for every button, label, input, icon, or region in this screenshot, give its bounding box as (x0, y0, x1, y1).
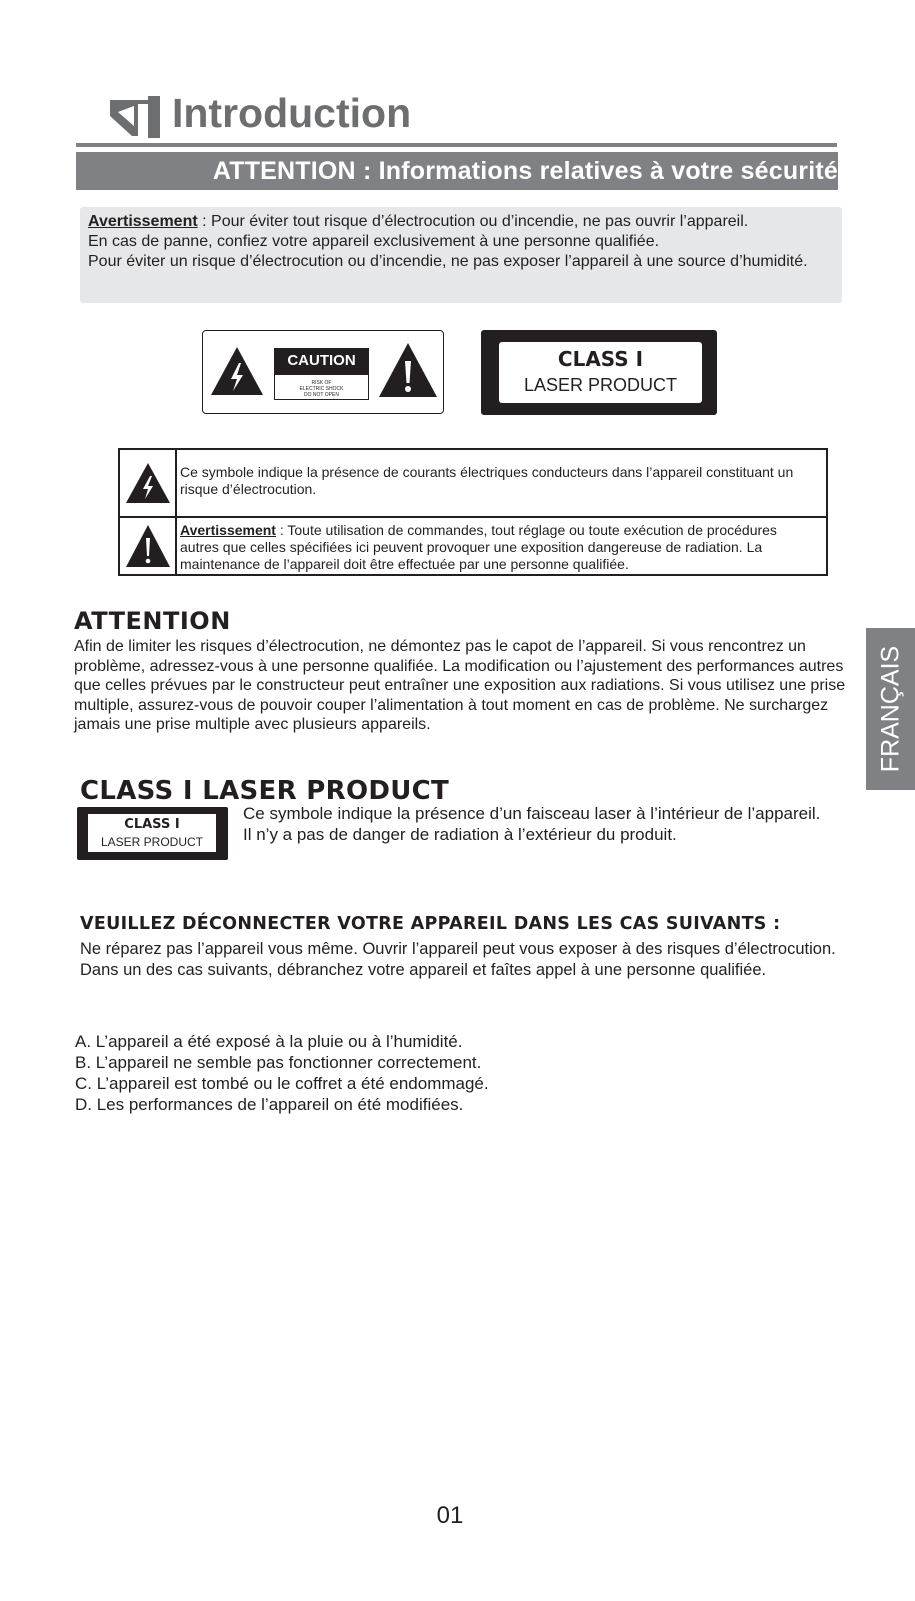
warning-label: Avertissement (88, 213, 198, 230)
laser-class-text: CLASS I (124, 817, 180, 832)
caution-heading: CAUTION (274, 348, 369, 374)
warning-line-2: En cas de panne, confiez votre appareil exclusivement à une personne qualifiée. (88, 233, 660, 250)
unplug-line-2: Dans un des cas suivants, débranchez votre appareil et faîtes appel à une personne qualifiée. (80, 960, 767, 979)
symbol-cell (120, 450, 177, 516)
attention-paragraph: Afin de limiter les risques d’électrocution, ne démontez pas le capot de l’appareil. Si vous rencontrez un problème, adressez-vous à une personne qualifiée. La modification ou l’ajustement des performances autres que celles prévues par le constructeur peut entraîner une exposition aux radiations. Si vous utilisez une prise multiple, assurez-vous de pouvoir couper l’alimentation à tout moment en cas de problème. Ne surchargez jamais une prise multiple avec plusieurs appareils. (74, 638, 846, 734)
warning-label: Avertissement (180, 522, 276, 538)
symbol-description (180, 522, 818, 573)
warning-text: : Toute utilisation de commandes, tout réglage ou toute exécution de procédures autres que celles spécifiées ici peuvent provoquer une exposition dangereuse de radiation. La maintenance de l’appareil doit être effectuée par une personne qualifiée. (180, 522, 777, 572)
laser-product-text: LASER PRODUCT (100, 835, 204, 849)
safety-banner: ATTENTION : Informations relatives à votre sécurité (76, 152, 838, 190)
warning-text-1: : Pour éviter tout risque d’électrocution ou d’incendie, ne pas ouvrir l’appareil. (197, 213, 749, 230)
laser-section-heading: CLASS I LASER PRODUCT (80, 776, 450, 806)
symbol-description: Ce symbole indique la présence de courants électriques conducteurs dans l’appareil constituant un risque d’électrocution. (180, 464, 794, 497)
unplug-line-1: Ne réparez pas l’appareil vous même. Ouvrir l’appareil peut vous exposer à des risques d’électrocution. (80, 940, 836, 958)
list-item: B. L’appareil ne semble pas fonctionner correctement. (75, 1053, 482, 1072)
exclamation-warning-icon (125, 524, 171, 568)
caution-sub-3: DO NOT OPEN (304, 392, 339, 398)
laser-label-inner (88, 814, 216, 852)
class-1-laser-label (481, 330, 717, 415)
caution-subtext (274, 374, 369, 400)
laser-class-text: CLASS I (557, 347, 644, 371)
symbol-explanation-table (118, 448, 828, 576)
caution-sub-2: ELECTRIC SHOCK (299, 386, 344, 392)
symbol-cell (120, 518, 177, 574)
language-tab-label: FRANÇAIS (876, 645, 904, 773)
laser-product-text: LASER PRODUCT (523, 375, 678, 395)
exclamation-warning-icon (377, 341, 439, 399)
list-item: A. L’appareil a été exposé à la pluie ou à l’humidité. (75, 1032, 463, 1051)
title-divider (76, 143, 837, 147)
case-list (75, 1031, 489, 1115)
class-1-laser-label-small (77, 807, 228, 860)
laser-section-paragraph: Ce symbole indique la présence d’un faisceau laser à l’intérieur de l’appareil. Il n’y a pas de danger de radiation à l’extérieur du produit. (243, 804, 821, 844)
laser-label-inner (499, 342, 702, 403)
unplug-heading: VEUILLEZ DÉCONNECTER VOTRE APPAREIL DANS LES CAS SUIVANTS : (80, 914, 781, 934)
warning-line-1 (88, 212, 834, 232)
unplug-paragraph (80, 939, 870, 980)
list-item: C. L’appareil est tombé ou le coffret a été endommagé. (75, 1074, 489, 1093)
electric-shock-warning-icon (209, 345, 265, 397)
electric-shock-warning-icon (125, 462, 171, 504)
warning-line-3: Pour éviter un risque d’électrocution ou d’incendie, ne pas exposer l’appareil à une source d’humidité. (88, 253, 808, 270)
table-row (120, 518, 826, 574)
language-tab (866, 628, 915, 790)
warning-box (80, 207, 842, 303)
list-item: D. Les performances de l’appareil on été modifiées. (75, 1095, 464, 1114)
caution-label (202, 330, 444, 414)
introduction-tab-icon (108, 96, 162, 138)
attention-heading: ATTENTION (74, 607, 231, 635)
caution-sub-1: RISK OF (311, 380, 332, 386)
page-title: Introduction (172, 90, 412, 136)
table-row (120, 450, 826, 518)
page-number: 01 (436, 1502, 464, 1529)
